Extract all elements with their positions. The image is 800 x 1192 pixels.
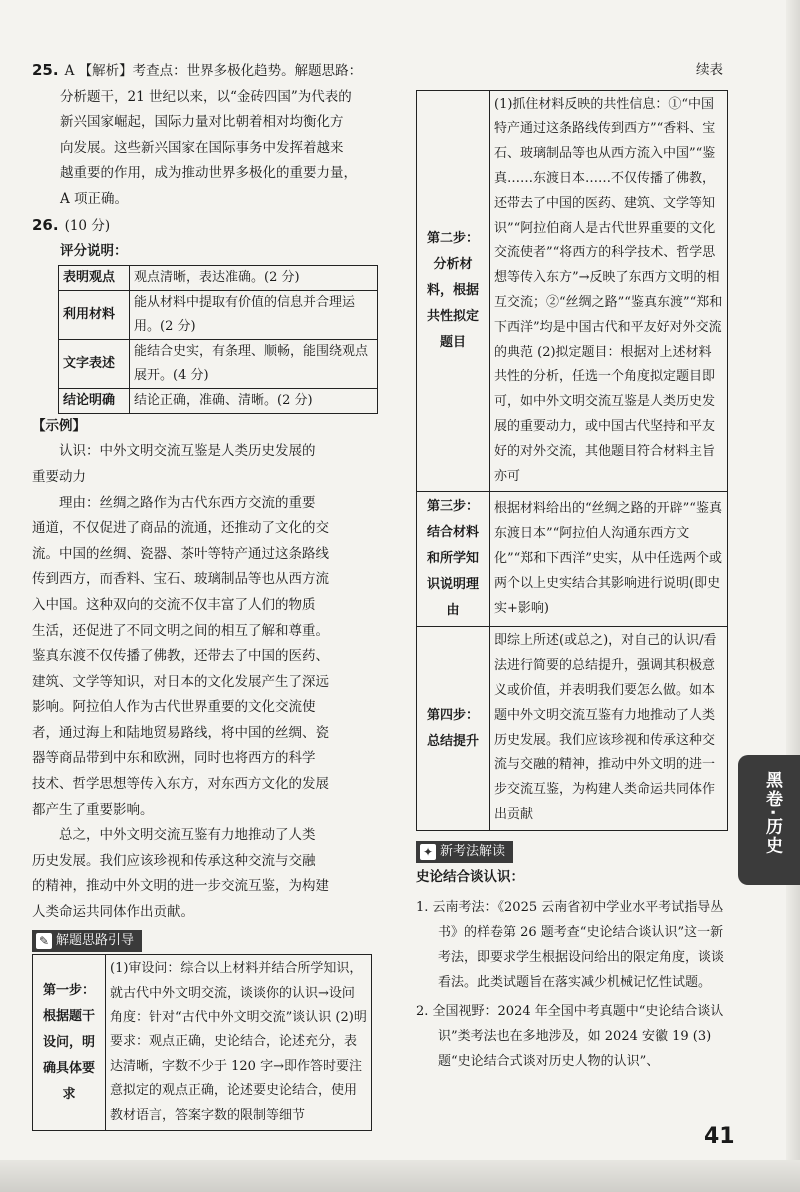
table-row [417, 627, 728, 830]
step1-label: 第一步：根据题干设问，明确具体要求 [33, 955, 106, 1131]
new-exam-subtitle: 史论结合谈认识： [416, 869, 524, 886]
reason-line: 理由：丝绸之路作为古代东西方交流的重要 [59, 494, 316, 511]
example-title: 【示例】 [32, 417, 86, 434]
rubric-value: 能结合史实，有条理、顺畅，能围绕观点展开。(4 分) [130, 339, 378, 388]
summary-line: 的精神，推动中外文明的进一步交流互鉴，为构建 [32, 878, 329, 895]
rubric-key: 利用材料 [59, 290, 130, 339]
q25-line: 越重要的作用，成为推动世界多极化的重要力量， [60, 165, 357, 182]
reason-line: 建筑、文学等知识，对日本的文化发展产生了深远 [32, 673, 329, 690]
q25-line: A 项正确。 [60, 190, 129, 207]
q25-line: 向发展。这些新兴国家在国际事务中发挥着越来 [60, 139, 344, 156]
question-25 [32, 58, 377, 213]
summary-line: 历史发展。我们应该珍视和传承这种交流与交融 [32, 852, 316, 869]
rubric-value: 观点清晰，表达准确。(2 分) [130, 265, 378, 290]
reason-line: 技术、哲学思想等传入东方，对东西方文化的发展 [32, 776, 329, 793]
reason-line: 者，通过海上和陆地贸易路线，将中国的丝绸、瓷 [32, 724, 329, 741]
reason-line: 通道，不仅促进了商品的流通，还推动了文化的交 [32, 520, 329, 537]
table-row [417, 492, 728, 627]
table-row [59, 265, 378, 290]
viewpoint-line: 重要动力 [32, 468, 86, 485]
q25-line: A 【解析】考查点：世界多极化趋势。解题思路： [64, 63, 363, 79]
reason-line: 器等商品带到中东和欧洲，同时也将西方的科学 [32, 750, 316, 767]
page-edge-shadow [786, 0, 800, 1192]
reason-line: 都产生了重要影响。 [32, 801, 154, 818]
rubric-key: 文字表述 [59, 339, 130, 388]
left-column [32, 58, 377, 1131]
question-26-number: 26. [32, 215, 59, 234]
rubric-table [58, 265, 378, 414]
rubric-key: 结论明确 [59, 388, 130, 413]
reason-line: 鉴真东渡不仅传播了佛教，还带去了中国的医药、 [32, 648, 329, 665]
guide-section-title [32, 930, 142, 952]
table-row [417, 90, 728, 492]
table-row [59, 290, 378, 339]
reason-line: 生活，还促进了不同文明之间的相互了解和尊重。 [32, 622, 329, 639]
step4-content: 即综上所述(或总之)，对自己的认识/看法进行简要的总结提升，强调其积极意义或价值，并表明我们要怎么做。如本题中外文明交流互鉴有力地推动了人类历史发展。我们应该珍视和传承这种交流与交融的精神，推动中外文明的进一步交流互鉴，为构建人类命运共同体作出贡献 [490, 627, 728, 830]
question-26 [32, 213, 377, 926]
reason-line: 入中国。这种双向的交流不仅丰富了人们的物质 [32, 596, 316, 613]
new-exam-title-text: 新考法解读 [440, 843, 506, 859]
steps-table [416, 90, 728, 831]
subject-side-tab [738, 755, 800, 885]
step1-content: (1)审设问：综合以上材料并结合所学知识，就古代中外文明交流，谈谈你的认识→设问角度：针对“古代中外文明交流”谈认识 (2)明要求：观点正确，史论结合，论述充分，表达清晰，字数不少于 120 字→即作答时要注意拟定的观点正确，论述要史论结合，使用教材语言，答案字数的限制等细节 [106, 955, 372, 1131]
q25-line: 新兴国家崛起，国际力量对比朝着相对均衡化方 [60, 114, 344, 131]
list-item: 2. 全国视野：2024 年全国中考真题中“史论结合谈认识”类考法也在多地涉及，如 2024 安徽 19 (3)题“史论结合式谈对历史人物的认识”、 [416, 1003, 724, 1069]
lightbulb-icon: ✦ [420, 844, 436, 860]
step4-label: 第四步：总结提升 [417, 627, 490, 830]
page-number: 41 [704, 1124, 735, 1149]
step3-label: 第三步：结合材料和所学知识说明理由 [417, 492, 490, 627]
guide-table [32, 954, 372, 1131]
continued-label: 续表 [696, 62, 723, 78]
rubric-value: 能从材料中提取有价值的信息并合理运用。(2 分) [130, 290, 378, 339]
page-bottom-shadow [0, 1160, 800, 1192]
step2-label: 第二步：分析材料，根据共性拟定题目 [417, 90, 490, 492]
table-row [59, 388, 378, 413]
summary-line: 人类命运共同体作出贡献。 [32, 904, 194, 921]
q25-line: 分析题干，21 世纪以来，以“金砖四国”为代表的 [60, 88, 352, 105]
list-item: 1. 云南考法：《2025 云南省初中学业水平考试指导丛书》的样卷第 26 题考查“史论结合谈认识”这一新考法，即要求学生根据设问给出的限定角度，谈谈看法。此类试题旨在落实减少机械记忆性试题。 [416, 899, 725, 990]
rubric-key: 表明观点 [59, 265, 130, 290]
step3-content: 根据材料给出的“丝绸之路的开辟”“鉴真东渡日本”“阿拉伯人沟通东西方文化”“郑和下西洋”史实，从中任选两个或两个以上史实结合其影响进行说明(即史实+影响) [490, 492, 728, 627]
guide-title-text: 解题思路引导 [56, 932, 135, 948]
step2-content: (1)抓住材料反映的共性信息：①“中国特产通过这条路线传到西方”“香料、宝石、玻璃制品等也从西方流入中国”“鉴真……东渡日本……不仅传播了佛教，还带去了中国的医药、建筑、文学等知识”“阿拉伯商人是古代世界重要的文化交流使者”“将西方的科学技术、哲学思想等传入东方”→反映了东西方文明的相互交流；②“丝绸之路”“鉴真东渡”“郑和下西洋”均是中国古代和平友好对外交流的典范 (2)拟定题目：根据对上述材料共性的分析，任选一个角度拟定题目即可，如中外文明交流互鉴是人类历史发展的重要动力，或中国古代坚持和平友好的对外交流，其他题目符合材料主旨亦可 [490, 90, 728, 492]
reason-line: 影响。阿拉伯人作为古代世界重要的文化交流使 [32, 699, 316, 716]
pencil-icon: ✎ [36, 933, 52, 949]
side-tab-label: 黑卷·历史 [762, 771, 782, 856]
new-exam-section-title [416, 841, 513, 863]
table-row [33, 955, 372, 1131]
table-row [59, 339, 378, 388]
rubric-title: 评分说明： [60, 243, 128, 260]
reason-line: 传到西方，而香料、宝石、玻璃制品等也从西方流 [32, 571, 329, 588]
viewpoint-line: 认识：中外文明交流互鉴是人类历史发展的 [59, 443, 316, 460]
q26-score: (10 分) [64, 217, 111, 234]
right-column [416, 58, 731, 1074]
rubric-value: 结论正确，准确、清晰。(2 分) [130, 388, 378, 413]
reason-line: 流。中国的丝绸、瓷器、茶叶等特产通过这条路线 [32, 545, 329, 562]
summary-line: 总之，中外文明交流互鉴有力地推动了人类 [59, 827, 316, 844]
question-25-number: 25. [32, 61, 59, 79]
